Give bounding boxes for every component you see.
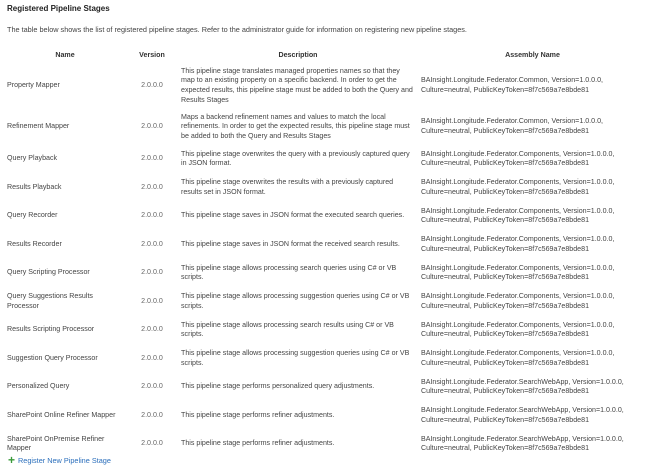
stage-assembly: BAInsight.Longitude.Federator.Common, Version=1.0.0.0, Culture=neutral, PublicKeyToken=8f7c569a7e8bde81 bbox=[421, 76, 603, 94]
stage-version: 2.0.0.0 bbox=[141, 382, 163, 391]
column-header-name: Name bbox=[55, 50, 75, 59]
stage-description: This pipeline stage performs refiner adjustments. bbox=[181, 439, 335, 448]
stage-assembly: BAInsight.Longitude.Federator.SearchWebApp, Version=1.0.0.0, Culture=neutral, PublicKeyToken=8f7c569a7e8bde81 bbox=[421, 406, 624, 424]
stage-description: This pipeline stage allows processing search queries using C# or VB scripts. bbox=[181, 263, 397, 282]
stage-description: This pipeline stage allows processing suggestion queries using C# or VB scripts. bbox=[181, 349, 410, 367]
table-row bbox=[4, 288, 647, 317]
table-row bbox=[4, 259, 647, 288]
stage-name: Query Scripting Processor bbox=[7, 268, 90, 277]
table-row bbox=[4, 109, 647, 145]
stage-description: This pipeline stage translates managed properties names so that they map to an existing property on a specific backend. In order to get the expected results, this pipeline stage must be added to both the Query and Results Stages bbox=[181, 66, 413, 104]
register-link-label: Register New Pipeline Stage bbox=[18, 455, 111, 465]
stage-version: 2.0.0.0 bbox=[141, 353, 163, 362]
column-header-assembly: Assembly Name bbox=[505, 50, 560, 59]
stage-assembly: BAInsight.Longitude.Federator.Components, Version=1.0.0.0, Culture=neutral, PublicKeyToken=8f7c569a7e8bde81 bbox=[421, 235, 615, 253]
stage-assembly: BAInsight.Longitude.Federator.Components, Version=1.0.0.0, Culture=neutral, PublicKeyToken=8f7c569a7e8bde81 bbox=[421, 349, 615, 367]
stage-name: Query Recorder bbox=[7, 211, 58, 220]
table-row bbox=[4, 174, 647, 203]
page-title: Registered Pipeline Stages bbox=[7, 4, 110, 13]
stage-version: 2.0.0.0 bbox=[141, 268, 163, 277]
stage-name: Results Playback bbox=[7, 182, 62, 191]
table-row bbox=[4, 373, 647, 402]
table-row bbox=[4, 316, 647, 345]
stage-version: 2.0.0.0 bbox=[141, 410, 163, 419]
stage-name: Results Scripting Processor bbox=[7, 325, 95, 334]
stage-description: This pipeline stage performs refiner adjustments. bbox=[181, 410, 335, 419]
stage-description: Maps a backend refinement names and values to match the local refinements. In order to get the expected results, this pipeline stage must be added to both the Query and Results Stages bbox=[181, 112, 410, 140]
table-row bbox=[4, 145, 647, 174]
stage-assembly: BAInsight.Longitude.Federator.Components, Version=1.0.0.0, Culture=neutral, PublicKeyToken=8f7c569a7e8bde81 bbox=[421, 292, 615, 310]
stage-assembly: BAInsight.Longitude.Federator.Components, Version=1.0.0.0, Culture=neutral, PublicKeyToken=8f7c569a7e8bde81 bbox=[421, 320, 615, 339]
stage-assembly: BAInsight.Longitude.Federator.Common, Version=1.0.0.0, Culture=neutral, PublicKeyToken=8f7c569a7e8bde81 bbox=[421, 117, 603, 135]
stage-version: 2.0.0.0 bbox=[141, 182, 163, 191]
stage-version: 2.0.0.0 bbox=[141, 239, 163, 248]
table-row bbox=[4, 231, 647, 260]
intro-text: The table below shows the list of registered pipeline stages. Refer to the administrator guide for information on registering new pipeline stages. bbox=[7, 25, 467, 34]
table-row bbox=[4, 63, 647, 109]
table-row bbox=[4, 345, 647, 374]
stage-assembly: BAInsight.Longitude.Federator.Components, Version=1.0.0.0, Culture=neutral, PublicKeyToken=8f7c569a7e8bde81 bbox=[421, 178, 615, 196]
stage-version: 2.0.0.0 bbox=[141, 325, 163, 334]
stage-description: This pipeline stage performs personalized query adjustments. bbox=[181, 382, 375, 391]
table-row bbox=[4, 402, 647, 431]
column-header-description: Description bbox=[278, 50, 318, 59]
stage-version: 2.0.0.0 bbox=[141, 211, 163, 220]
stage-name: Suggestion Query Processor bbox=[7, 353, 98, 362]
plus-icon: + bbox=[8, 453, 16, 467]
stage-name: Property Mapper bbox=[7, 81, 60, 90]
stage-name: Personalized Query bbox=[7, 382, 70, 391]
stage-version: 2.0.0.0 bbox=[141, 439, 163, 448]
stage-assembly: BAInsight.Longitude.Federator.Components, Version=1.0.0.0, Culture=neutral, PublicKeyToken=8f7c569a7e8bde81 bbox=[421, 149, 615, 168]
stage-version: 2.0.0.0 bbox=[141, 154, 163, 163]
stage-version: 2.0.0.0 bbox=[141, 81, 163, 90]
stage-description: This pipeline stage saves in JSON format the executed search queries. bbox=[181, 211, 405, 220]
stage-name: Refinement Mapper bbox=[7, 122, 70, 131]
stage-version: 2.0.0.0 bbox=[141, 296, 163, 305]
stage-name: SharePoint OnPremise Refiner Mapper bbox=[7, 434, 105, 453]
stage-name: Results Recorder bbox=[7, 239, 62, 248]
stage-description: This pipeline stage saves in JSON format the received search results. bbox=[181, 239, 400, 248]
stage-assembly: BAInsight.Longitude.Federator.SearchWebApp, Version=1.0.0.0, Culture=neutral, PublicKeyToken=8f7c569a7e8bde81 bbox=[421, 434, 624, 453]
stage-description: This pipeline stage overwrites the query with a previously captured query in JSON format. bbox=[181, 149, 410, 168]
stage-description: This pipeline stage overwrites the results with a previously captured results set in JSON format. bbox=[181, 178, 394, 196]
table-row bbox=[4, 202, 647, 231]
column-header-version: Version bbox=[139, 50, 165, 59]
stage-version: 2.0.0.0 bbox=[141, 122, 163, 131]
register-new-pipeline-stage-link[interactable] bbox=[8, 455, 111, 465]
stage-name: SharePoint Online Refiner Mapper bbox=[7, 410, 116, 419]
pipeline-stages-table bbox=[4, 48, 647, 459]
stage-name: Query Playback bbox=[7, 154, 58, 163]
stage-assembly: BAInsight.Longitude.Federator.SearchWebApp, Version=1.0.0.0, Culture=neutral, PublicKeyToken=8f7c569a7e8bde81 bbox=[421, 377, 624, 396]
stage-assembly: BAInsight.Longitude.Federator.Components, Version=1.0.0.0, Culture=neutral, PublicKeyToken=8f7c569a7e8bde81 bbox=[421, 263, 615, 282]
stage-description: This pipeline stage allows processing suggestion queries using C# or VB scripts. bbox=[181, 292, 410, 310]
stage-name: Query Suggestions Results Processor bbox=[7, 292, 93, 310]
stage-description: This pipeline stage allows processing search results using C# or VB scripts. bbox=[181, 320, 394, 339]
stage-assembly: BAInsight.Longitude.Federator.Components, Version=1.0.0.0, Culture=neutral, PublicKeyToken=8f7c569a7e8bde81 bbox=[421, 206, 615, 225]
